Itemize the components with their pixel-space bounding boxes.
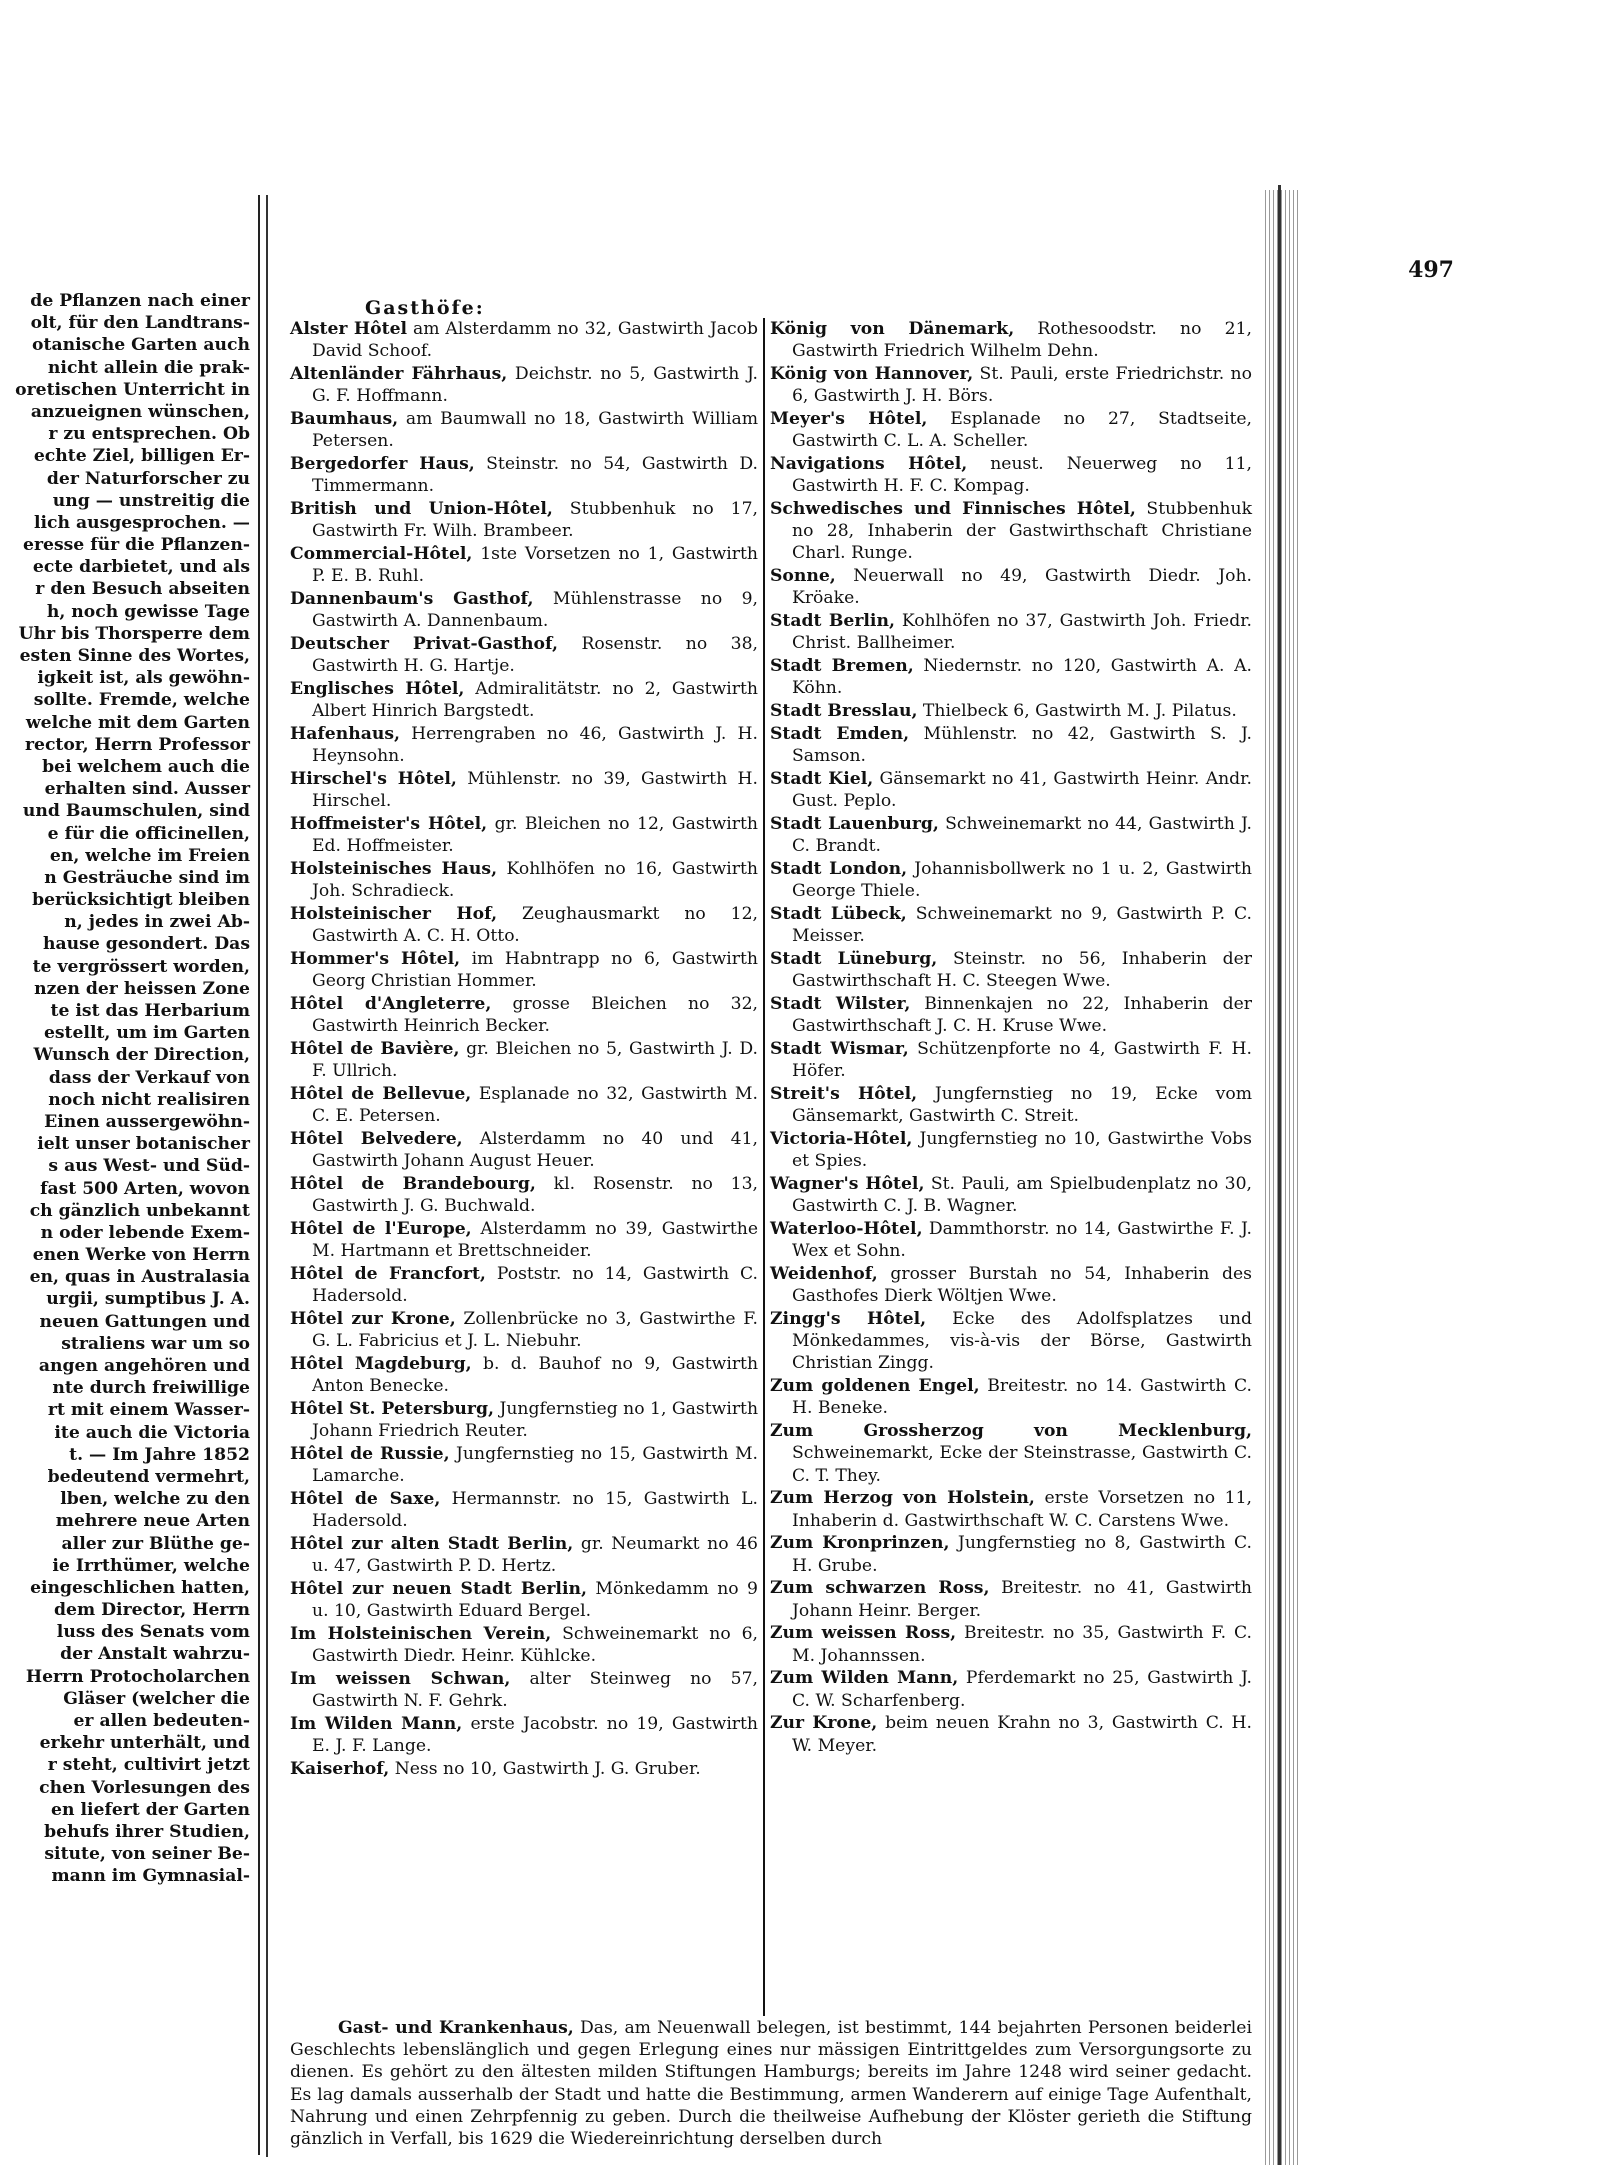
previous-page-line: ite auch die Victoria <box>54 1422 250 1443</box>
hotel-entry <box>770 768 1252 812</box>
hotel-entry <box>770 408 1252 452</box>
hotel-details: Hermannstr. no 15, Gastwirth L. Hadersold. <box>312 1489 758 1532</box>
hotel-name: Im Wilden Mann, <box>290 1714 463 1734</box>
hotel-details: Alsterdamm no 39, Gastwirthe M. Hartmann et Brettschneider. <box>312 1219 758 1262</box>
hotel-entry <box>770 903 1252 947</box>
previous-page-line: rector, Herrn Professor <box>24 734 250 755</box>
previous-page-line: r steht, cultivirt jetzt <box>47 1755 250 1776</box>
hotel-details: Rosenstr. no 38, Gastwirth H. G. Hartje. <box>312 634 758 677</box>
hotel-entry <box>290 1308 758 1352</box>
previous-page-line: oretischen Unterricht in <box>15 379 250 400</box>
hotel-details: Schweinemarkt no 44, Gastwirth J. C. Brandt. <box>792 814 1252 857</box>
hotel-details: Kohlhöfen no 37, Gastwirth Joh. Friedr. Christ. Ballheimer. <box>792 611 1252 654</box>
hotel-details: Schützenpforte no 4, Gastwirth F. H. Höfer. <box>792 1039 1252 1082</box>
hotel-entry <box>770 1308 1252 1375</box>
hotel-name: Hôtel d'Angleterre, <box>290 994 492 1014</box>
hotel-entry <box>770 858 1252 902</box>
closing-paragraph <box>290 2017 1252 2150</box>
hotel-details: Schweinemarkt no 9, Gastwirth P. C. Meisser. <box>792 904 1253 947</box>
hotel-entry <box>290 408 758 452</box>
hotel-details: Ness no 10, Gastwirth J. G. Gruber. <box>389 1759 701 1779</box>
hotel-details: kl. Rosenstr. no 13, Gastwirth J. G. Buchwald. <box>312 1174 758 1217</box>
hotel-name: Weidenhof, <box>770 1264 878 1284</box>
hotel-entry <box>770 1038 1252 1082</box>
hotel-details: Mühlenstr. no 39, Gastwirth H. Hirschel. <box>312 769 758 812</box>
hotel-entry <box>770 1667 1252 1711</box>
book-gutter <box>266 195 268 2157</box>
hotel-name: Zum Kronprinzen, <box>770 1533 950 1554</box>
previous-page-line: mehrere neue Arten <box>55 1511 250 1532</box>
hotel-entry <box>290 993 758 1037</box>
hotel-details: Alsterdamm no 40 und 41, Gastwirth Johann August Heuer. <box>312 1129 758 1172</box>
hotel-details: Steinstr. no 54, Gastwirth D. Timmermann. <box>312 454 758 497</box>
previous-page-line: ie Irrthümer, welche <box>52 1555 250 1576</box>
hotel-details: erste Jacobstr. no 19, Gastwirth E. J. F. Lange. <box>312 1714 759 1757</box>
previous-page-line: der Naturforscher zu <box>46 468 250 489</box>
previous-page-line: bei welchem auch die <box>42 756 250 777</box>
hotel-entry <box>290 1083 758 1127</box>
column-divider <box>763 318 765 2016</box>
hotel-entry <box>290 678 758 722</box>
hotel-name: Hôtel zur neuen Stadt Berlin, <box>290 1579 587 1599</box>
hotel-details: Schweinemarkt no 6, Gastwirth Diedr. Heinr. Kühlcke. <box>312 1624 758 1667</box>
hotel-details: Admiralitätstr. no 2, Gastwirth Albert Hinrich Bargstedt. <box>312 679 758 722</box>
previous-page-line: erhalten sind. Ausser <box>44 779 250 800</box>
section-heading: Gasthöfe: <box>365 297 485 319</box>
hotel-details: Niedernstr. no 120, Gastwirth A. A. Köhn. <box>792 656 1252 699</box>
hotel-name: Schwedisches und Finnisches Hôtel, <box>770 499 1136 519</box>
hotel-details: Jungfernstieg no 10, Gastwirthe Vobs et Spies. <box>792 1129 1252 1172</box>
hotel-name: Stadt Lüneburg, <box>770 949 938 969</box>
hotel-details: Zeughausmarkt no 12, Gastwirth A. C. H. Otto. <box>312 904 758 947</box>
hotel-details: Stubbenhuk no 17, Gastwirth Fr. Wilh. Brambeer. <box>312 499 758 542</box>
previous-page-line: erkehr unterhält, und <box>39 1733 250 1754</box>
hotel-entry <box>290 1443 758 1487</box>
hotel-details: Pferdemarkt no 25, Gastwirth J. C. W. Scharfenberg. <box>792 1668 1253 1711</box>
hotel-entry <box>770 318 1252 362</box>
previous-page-line: h, noch gewisse Tage <box>46 601 250 622</box>
previous-page-line: er allen bedeuten- <box>73 1711 250 1731</box>
previous-page-line: lich ausgesprochen. — <box>33 512 250 533</box>
hotel-details: Johannisbollwerk no 1 u. 2, Gastwirth George Thiele. <box>792 859 1253 902</box>
previous-page-line: nte durch freiwillige <box>52 1378 250 1399</box>
paragraph-text: Das, am Neuenwall belegen, ist bestimmt, 144 bejahrten Personen beiderlei Geschlechts lebenslänglich und gegen Erlegung eines nur mässigen Eintrittgeldes zum Versorgungsorte zu dienen. Es gehört zu den ältesten milden Stiftungen Hamburgs; bereits im Jahre 1248 wird seiner gedacht. Es lag damals ausserhalb der Stadt und hatte die Bestimmung, armen Wanderern auf einige Tage Aufenthalt, Nahrung und einen Zehrpfennig zu geben. Durch die theilweise Aufhebung der Klöster gerieth die Stiftung gänzlich in Verfall, bis 1629 die Wiedereinrichtung derselben durch <box>290 2018 1252 2150</box>
hotel-details: gr. Bleichen no 5, Gastwirth J. D. F. Ullrich. <box>312 1039 758 1082</box>
hotel-entry <box>770 565 1252 609</box>
hotel-entry <box>770 1173 1252 1217</box>
hotel-name: Englisches Hôtel, <box>290 679 465 699</box>
previous-page-line: Gläser (welcher die <box>63 1688 250 1709</box>
previous-page-line: eresse für die Pflanzen- <box>23 535 250 556</box>
hotel-details: Binnenkajen no 22, Inhaberin der Gastwirthschaft J. C. H. Kruse Wwe. <box>792 994 1252 1037</box>
previous-page-line: te vergrössert worden, <box>32 956 250 977</box>
hotel-details: Jungfernstieg no 15, Gastwirth M. Lamarche. <box>312 1444 759 1487</box>
hotel-details: Steinstr. no 56, Inhaberin der Gastwirthschaft H. C. Steegen Wwe. <box>792 949 1253 992</box>
hotel-name: Hôtel de Russie, <box>290 1444 450 1464</box>
hotel-list-left-column <box>290 318 758 1781</box>
hotel-name: Kaiserhof, <box>290 1759 390 1779</box>
previous-page-line: eingeschlichen hatten, <box>30 1577 250 1598</box>
hotel-details: Breitestr. no 35, Gastwirth F. C. M. Johannssen. <box>792 1623 1253 1666</box>
previous-page-line: straliens war um so <box>61 1333 250 1354</box>
previous-page-line: s aus West- und Süd- <box>48 1156 250 1177</box>
previous-page-line: de Pflanzen nach einer <box>30 291 250 311</box>
previous-page-line: dass der Verkauf von <box>48 1067 250 1088</box>
previous-page-line: berücksichtigt bleiben <box>32 890 250 911</box>
hotel-details: Stubbenhuk no 28, Inhaberin der Gastwirthschaft Christiane Charl. Runge. <box>792 499 1252 564</box>
hotel-details: Poststr. no 14, Gastwirth C. Hadersold. <box>312 1264 758 1307</box>
hotel-details: Ecke des Adolfsplatzes und Mönkedammes, vis-à-vis der Börse, Gastwirth Christian Zingg. <box>792 1309 1253 1374</box>
previous-page-line: Uhr bis Thorsperre dem <box>18 623 250 644</box>
hotel-details: Gänsemarkt no 41, Gastwirth Heinr. Andr. Gust. Peplo. <box>792 769 1252 812</box>
previous-page-line: en liefert der Garten <box>51 1799 250 1820</box>
hotel-details: Schweinemarkt, Ecke der Steinstrasse, Gastwirth C. C. T. They. <box>792 1443 1252 1486</box>
previous-page-line: dem Director, Herrn <box>54 1600 250 1621</box>
hotel-entry <box>290 813 758 857</box>
hotel-details: Dammthorstr. no 14, Gastwirthe F. J. Wex et Sohn. <box>792 1219 1252 1262</box>
hotel-name: Zum schwarzen Ross, <box>770 1578 990 1599</box>
previous-page-line: angen angehören und <box>38 1356 250 1376</box>
hotel-name: Meyer's Hôtel, <box>770 409 928 429</box>
hotel-details: beim neuen Krahn no 3, Gastwirth C. H. W. Meyer. <box>792 1713 1252 1756</box>
hotel-entry <box>290 1398 758 1442</box>
hotel-name: König von Dänemark, <box>770 319 1015 339</box>
hotel-details: Jungfernstieg no 8, Gastwirth C. H. Grube. <box>792 1533 1252 1576</box>
hotel-name: Stadt Wilster, <box>770 994 911 1014</box>
hotel-name: Stadt Berlin, <box>770 611 895 632</box>
hotel-name: Hôtel de Saxe, <box>290 1489 441 1509</box>
hotel-details: Mönkedamm no 9 u. 10, Gastwirth Eduard Bergel. <box>312 1579 758 1622</box>
hotel-entry <box>770 498 1252 565</box>
previous-page-line: chen Vorlesungen des <box>39 1777 250 1798</box>
hotel-entry <box>770 1218 1252 1262</box>
hotel-name: Wagner's Hôtel, <box>770 1174 925 1194</box>
hotel-name: Hafenhaus, <box>290 724 400 744</box>
hotel-name: Holsteinischer Hof, <box>290 904 498 924</box>
previous-page-line: nicht allein die prak- <box>47 357 250 378</box>
hotel-details: Herrengraben no 46, Gastwirth J. H. Heynsohn. <box>312 724 758 767</box>
hotel-entry <box>770 1712 1252 1756</box>
hotel-list-right-column <box>770 318 1252 1757</box>
hotel-details: erste Vorsetzen no 11, Inhaberin d. Gastwirthschaft W. C. Carstens Wwe. <box>792 1488 1252 1531</box>
previous-page-line: estellt, um im Garten <box>43 1023 250 1044</box>
previous-page-line: anzueignen wünschen, <box>30 401 250 422</box>
previous-page-line: n Gesträuche sind im <box>44 867 250 888</box>
hotel-details: St. Pauli, erste Friedrichstr. no 6, Gastwirth J. H. Börs. <box>792 364 1252 407</box>
hotel-entry <box>290 1263 758 1307</box>
previous-page-line: Wunsch der Direction, <box>33 1045 250 1066</box>
hotel-name: British und Union-Hôtel, <box>290 499 553 519</box>
hotel-details: Mühlenstrasse no 9, Gastwirth A. Dannenbaum. <box>312 589 758 632</box>
hotel-entry <box>770 700 1252 722</box>
hotel-details: Mühlenstr. no 42, Gastwirth S. J. Samson. <box>792 724 1252 767</box>
hotel-entry <box>290 363 758 407</box>
hotel-entry <box>770 993 1252 1037</box>
hotel-details: Rothesoodstr. no 21, Gastwirth Friedrich Wilhelm Dehn. <box>792 319 1252 362</box>
previous-page-line: behufs ihrer Studien, <box>44 1821 250 1842</box>
hotel-details: gr. Bleichen no 12, Gastwirth Ed. Hoffmeister. <box>312 814 758 857</box>
hotel-entry <box>290 1533 758 1577</box>
hotel-name: Hôtel Magdeburg, <box>290 1354 472 1374</box>
hotel-entry <box>290 1038 758 1082</box>
hotel-name: Hôtel de Bavière, <box>290 1039 460 1059</box>
hotel-name: Bergedorfer Haus, <box>290 454 475 474</box>
previous-page-line: r zu entsprechen. Ob <box>48 424 250 445</box>
hotel-details: b. d. Bauhof no 9, Gastwirth Anton Benecke. <box>312 1354 759 1397</box>
hotel-name: Hôtel St. Petersburg, <box>290 1399 494 1419</box>
previous-page-line: neuen Gattungen und <box>39 1311 250 1332</box>
previous-page-line: aller zur Blüthe ge- <box>61 1533 250 1554</box>
previous-page-line: Herrn Protocholarchen <box>25 1666 250 1687</box>
hotel-details: alter Steinweg no 57, Gastwirth N. F. Gehrk. <box>312 1669 759 1712</box>
previous-page-line: ung — unstreitig die <box>52 490 250 511</box>
previous-page-line: nzen der heissen Zone <box>34 978 250 999</box>
hotel-name: Hôtel zur Krone, <box>290 1309 456 1329</box>
hotel-name: Hôtel Belvedere, <box>290 1129 463 1149</box>
hotel-name: Hôtel de l'Europe, <box>290 1219 472 1239</box>
hotel-details: Esplanade no 32, Gastwirth M. C. E. Petersen. <box>312 1084 758 1127</box>
hotel-entry <box>770 655 1252 699</box>
previous-page-line: Einen aussergewöhn- <box>44 1111 250 1132</box>
previous-page-line: fast 500 Arten, wovon <box>40 1178 250 1199</box>
hotel-entry <box>290 498 758 542</box>
hotel-details: Neuerwall no 49, Gastwirth Diedr. Joh. Kröake. <box>792 566 1252 609</box>
hotel-name: Navigations Hôtel, <box>770 454 968 474</box>
hotel-name: Zum Herzog von Holstein, <box>770 1488 1035 1509</box>
hotel-entry <box>290 768 758 812</box>
hotel-entry <box>770 948 1252 992</box>
hotel-details: Breitestr. no 41, Gastwirth Johann Heinr. Berger. <box>792 1578 1252 1621</box>
hotel-entry <box>290 1218 758 1262</box>
previous-page-text <box>0 290 250 1888</box>
hotel-name: Streit's Hôtel, <box>770 1084 918 1104</box>
previous-page-line: igkeit ist, als gewöhn- <box>37 668 250 689</box>
hotel-entry <box>290 1578 758 1622</box>
previous-page-line: noch nicht realisiren <box>48 1089 250 1110</box>
previous-page-line: e für die officinellen, <box>47 823 250 844</box>
hotel-details: Kohlhöfen no 16, Gastwirth Joh. Schradieck. <box>312 859 758 902</box>
hotel-entry <box>290 633 758 677</box>
page-number: 497 <box>1408 257 1454 283</box>
hotel-entry <box>770 1083 1252 1127</box>
hotel-entry <box>770 453 1252 497</box>
hotel-entry <box>770 1487 1252 1531</box>
hotel-entry <box>770 610 1252 654</box>
hotel-details: Zollenbrücke no 3, Gastwirthe F. G. L. Fabricius et J. L. Niebuhr. <box>312 1309 758 1352</box>
hotel-details: Jungfernstieg no 1, Gastwirth Johann Friedrich Reuter. <box>312 1399 759 1442</box>
previous-page-line: ielt unser botanischer <box>37 1134 250 1155</box>
hotel-name: Hôtel zur alten Stadt Berlin, <box>290 1534 574 1554</box>
hotel-name: Hôtel de Francfort, <box>290 1264 486 1284</box>
hotel-name: Zum goldenen Engel, <box>770 1376 980 1397</box>
hotel-name: Stadt Bremen, <box>770 656 914 677</box>
hotel-entry <box>770 1420 1252 1487</box>
hotel-entry <box>770 1622 1252 1666</box>
previous-page-line: en, welche im Freien <box>49 845 250 866</box>
hotel-name: Stadt Kiel, <box>770 769 874 789</box>
hotel-entry <box>290 588 758 632</box>
hotel-name: Altenländer Fährhaus, <box>290 364 508 384</box>
previous-page-line: und Baumschulen, sind <box>22 801 250 822</box>
hotel-name: Im weissen Schwan, <box>290 1669 511 1689</box>
hotel-entry <box>290 318 758 362</box>
hotel-details: Jungfernstieg no 19, Ecke vom Gänsemarkt, Gastwirth C. Streit. <box>792 1084 1253 1127</box>
hotel-name: Baumhaus, <box>290 409 399 429</box>
current-page <box>270 185 1454 2165</box>
hotel-entry <box>770 813 1252 857</box>
hotel-name: Zum weissen Ross, <box>770 1623 957 1644</box>
hotel-name: Stadt Emden, <box>770 724 910 744</box>
hotel-name: Stadt Lauenburg, <box>770 814 939 834</box>
previous-page-line: mann im Gymnasial- <box>51 1866 250 1887</box>
previous-page-line: lben, welche zu den <box>60 1489 250 1510</box>
previous-page-line: welche mit dem Garten <box>25 712 250 733</box>
hotel-entry <box>290 1668 758 1712</box>
hotel-details: Deichstr. no 5, Gastwirth J. G. F. Hoffmann. <box>312 364 758 407</box>
hotel-details: grosse Bleichen no 32, Gastwirth Heinrich Becker. <box>312 994 758 1037</box>
previous-page-line: t. — Im Jahre 1852 <box>69 1444 250 1465</box>
hotel-name: Stadt Lübeck, <box>770 904 907 924</box>
previous-page-line: bedeutend vermehrt, <box>47 1466 250 1487</box>
hotel-details: neust. Neuerweg no 11, Gastwirth H. F. C. Kompag. <box>792 454 1252 497</box>
previous-page-line: enen Werke von Herrn <box>32 1245 250 1266</box>
previous-page-line: hause gesondert. Das <box>43 934 250 955</box>
hotel-name: Zingg's Hôtel, <box>770 1309 927 1329</box>
hotel-name: Stadt Bresslau, <box>770 701 918 722</box>
hotel-name: Dannenbaum's Gasthof, <box>290 589 534 609</box>
hotel-entry <box>770 363 1252 407</box>
hotel-name: Zur Krone, <box>770 1713 878 1734</box>
hotel-entry <box>290 543 758 587</box>
hotel-entry <box>290 1713 758 1757</box>
hotel-entry <box>290 1353 758 1397</box>
previous-page-line: olt, für den Landtrans- <box>30 313 250 334</box>
previous-page-line: otanische Garten auch <box>32 335 250 356</box>
hotel-details: 1ste Vorsetzen no 1, Gastwirth P. E. B. Ruhl. <box>312 544 758 587</box>
previous-page-line: rt mit einem Wasser- <box>47 1400 250 1421</box>
hotel-name: Commercial-Hôtel, <box>290 544 473 564</box>
previous-page-line: esten Sinne des Wortes, <box>19 646 250 666</box>
hotel-details: St. Pauli, am Spielbudenplatz no 30, Gastwirth C. J. B. Wagner. <box>792 1174 1252 1217</box>
hotel-entry <box>770 723 1252 767</box>
hotel-entry <box>290 1623 758 1667</box>
hotel-details: Esplanade no 27, Stadtseite, Gastwirth C. L. A. Scheller. <box>792 409 1253 452</box>
hotel-name: Stadt London, <box>770 859 908 879</box>
hotel-entry <box>290 903 758 947</box>
hotel-name: Hôtel de Bellevue, <box>290 1084 472 1104</box>
hotel-name: Hoffmeister's Hôtel, <box>290 814 488 834</box>
hotel-name: Alster Hôtel <box>290 319 408 339</box>
hotel-name: Hôtel de Brandebourg, <box>290 1174 536 1194</box>
hotel-name: Deutscher Privat-Gasthof, <box>290 634 558 654</box>
hotel-entry <box>770 1577 1252 1621</box>
hotel-name: Im Holsteinischen Verein, <box>290 1624 552 1644</box>
previous-page-line: urgii, sumptibus J. A. <box>46 1289 250 1310</box>
hotel-details: am Alsterdamm no 32, Gastwirth Jacob David Schoof. <box>312 319 758 362</box>
hotel-name: Victoria-Hôtel, <box>770 1129 913 1149</box>
hotel-entry <box>290 723 758 767</box>
previous-page-line: luss des Senats vom <box>56 1622 250 1643</box>
previous-page-line: r den Besuch abseiten <box>35 579 250 600</box>
previous-page-line: echte Ziel, billigen Er- <box>33 446 250 467</box>
hotel-entry <box>770 1263 1252 1307</box>
hotel-details: Thielbeck 6, Gastwirth M. J. Pilatus. <box>917 701 1237 722</box>
previous-page-line: situte, von seiner Be- <box>44 1844 250 1865</box>
hotel-entry <box>290 858 758 902</box>
previous-page-line: en, quas in Australasia <box>29 1267 250 1288</box>
hotel-name: Waterloo-Hôtel, <box>770 1219 923 1239</box>
hotel-name: König von Hannover, <box>770 364 974 384</box>
hotel-name: Stadt Wismar, <box>770 1039 909 1059</box>
hotel-details: im Habntrapp no 6, Gastwirth Georg Christian Hommer. <box>312 949 758 992</box>
hotel-details: gr. Neumarkt no 46 u. 47, Gastwirth P. D. Hertz. <box>312 1534 758 1577</box>
hotel-entry <box>290 1758 758 1780</box>
hotel-entry <box>770 1128 1252 1172</box>
previous-page-line: n oder lebende Exem- <box>40 1222 250 1243</box>
previous-page-fragment <box>0 195 260 2155</box>
hotel-entry <box>770 1532 1252 1576</box>
hotel-details: am Baumwall no 18, Gastwirth William Petersen. <box>312 409 758 452</box>
previous-page-line: n, jedes in zwei Ab- <box>64 912 250 933</box>
hotel-name: Hirschel's Hôtel, <box>290 769 457 789</box>
hotel-entry <box>290 453 758 497</box>
hotel-name: Sonne, <box>770 566 836 587</box>
previous-page-line: ch gänzlich unbekannt <box>29 1200 250 1221</box>
hotel-entry <box>290 1128 758 1172</box>
hotel-name: Zum Wilden Mann, <box>770 1668 959 1689</box>
previous-page-line: der Anstalt wahrzu- <box>60 1644 250 1665</box>
hotel-name: Zum Grossherzog von Mecklenburg, <box>770 1421 1252 1442</box>
hotel-name: Holsteinisches Haus, <box>290 859 498 879</box>
paragraph-title: Gast- und Krankenhaus, <box>338 2018 574 2038</box>
hotel-entry <box>290 1173 758 1217</box>
hotel-name: Hommer's Hôtel, <box>290 949 461 969</box>
hotel-entry <box>290 1488 758 1532</box>
hotel-details: grosser Burstah no 54, Inhaberin des Gasthofes Dierk Wöltjen Wwe. <box>792 1264 1252 1307</box>
previous-page-line: te ist das Herbarium <box>50 1001 250 1021</box>
hotel-entry <box>770 1375 1252 1419</box>
hotel-entry <box>290 948 758 992</box>
hotel-details: Breitestr. no 14. Gastwirth C. H. Beneke. <box>792 1376 1252 1419</box>
previous-page-line: sollte. Fremde, welche <box>33 690 250 711</box>
previous-page-line: ecte darbietet, und als <box>32 557 250 578</box>
